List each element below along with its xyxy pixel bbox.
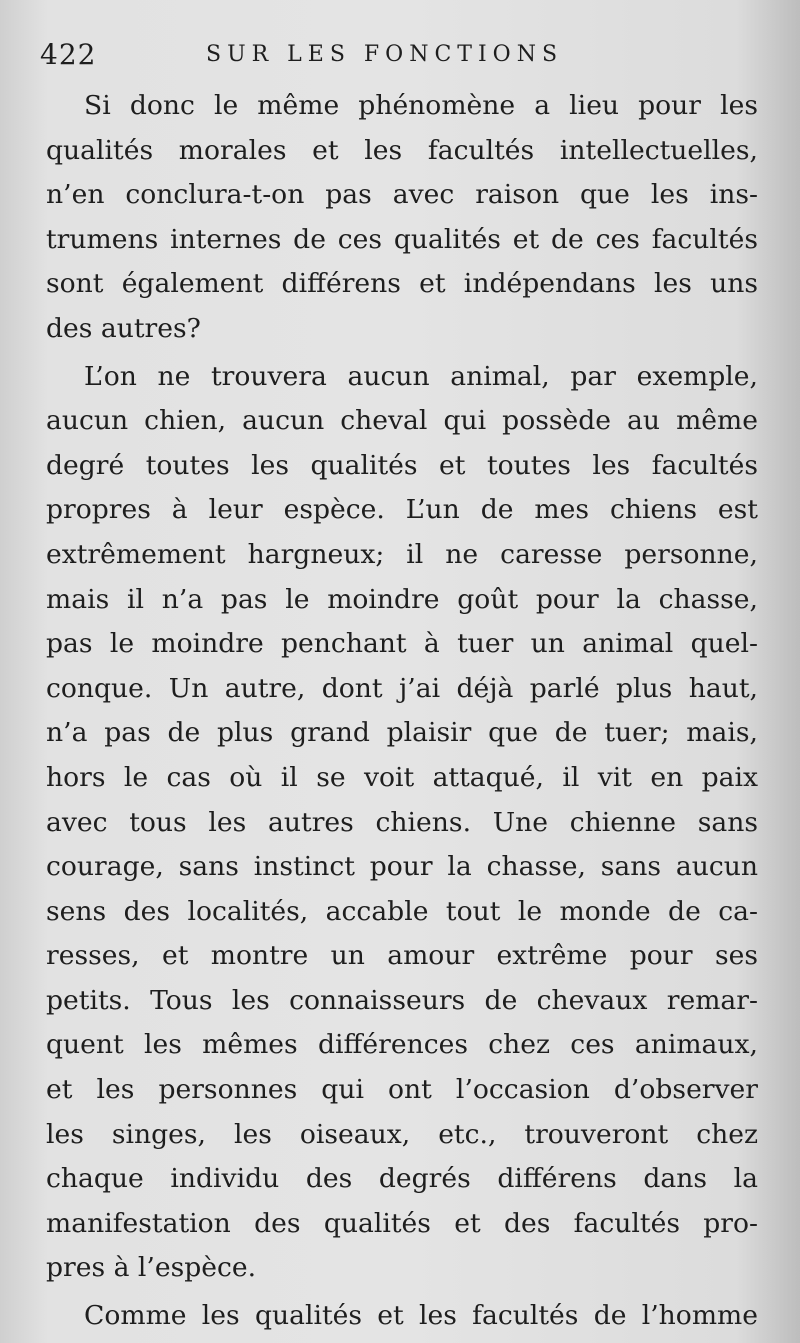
text-line: pas le moindre penchant à tuer un animal quel- bbox=[46, 628, 758, 660]
text-line: avec tous les autres chiens. Une chienne sans bbox=[46, 806, 758, 838]
text-line: courage, sans instinct pour la chasse, sans aucun bbox=[46, 851, 758, 883]
running-head bbox=[40, 38, 760, 74]
text-line: aucun chien, aucun cheval qui possède au même bbox=[46, 405, 758, 437]
text-line: degré toutes les qualités et toutes les facultés bbox=[46, 449, 758, 481]
text-line: qualités morales et les facultés intellectuelles, bbox=[46, 134, 758, 166]
page-number: 422 bbox=[40, 38, 97, 71]
text-line: L’on ne trouvera aucun animal, par exemple, bbox=[84, 360, 758, 392]
text-line: conque. Un autre, dont j’ai déjà parlé plus haut, bbox=[46, 672, 758, 704]
text-line: propres à leur espèce. L’un de mes chiens est bbox=[46, 494, 758, 526]
text-line: n’en conclura-t-on pas avec raison que les ins- bbox=[46, 179, 758, 211]
text-line: quent les mêmes différences chez ces animaux, bbox=[46, 1029, 758, 1061]
text-line: mais il n’a pas le moindre goût pour la chasse, bbox=[46, 583, 758, 615]
text-line: Si donc le même phénomène a lieu pour les bbox=[84, 90, 758, 121]
text-line: pres à l’espèce. bbox=[46, 1252, 257, 1284]
text-line: hors le cas où il se voit attaqué, il vit en paix bbox=[46, 761, 758, 793]
text-line: resses, et montre un amour extrême pour ses bbox=[46, 940, 758, 972]
text-line: Comme les qualités et les facultés de l’homme bbox=[84, 1300, 758, 1332]
body-text bbox=[46, 84, 758, 1339]
text-line: extrêmement hargneux; il ne caresse personne, bbox=[46, 538, 758, 570]
text-line: chaque individu des degrés différens dans la bbox=[46, 1163, 758, 1195]
text-line: trumens internes de ces qualités et de ces facultés bbox=[46, 223, 758, 255]
running-title: SUR LES FONCTIONS bbox=[206, 42, 564, 67]
text-line: petits. Tous les connaisseurs de chevaux remar- bbox=[46, 984, 758, 1016]
text-line: sens des localités, accable tout le monde de ca- bbox=[46, 895, 758, 927]
text-line: n’a pas de plus grand plaisir que de tuer; mais, bbox=[46, 717, 758, 749]
text-line: sont également différens et indépendans les uns bbox=[46, 268, 758, 300]
text-line: manifestation des qualités et des facultés pro- bbox=[46, 1207, 758, 1239]
text-line: les singes, les oiseaux, etc., trouveront chez bbox=[46, 1118, 758, 1150]
text-line: et les personnes qui ont l’occasion d’observer bbox=[46, 1074, 758, 1106]
text-line: des autres? bbox=[46, 312, 201, 344]
